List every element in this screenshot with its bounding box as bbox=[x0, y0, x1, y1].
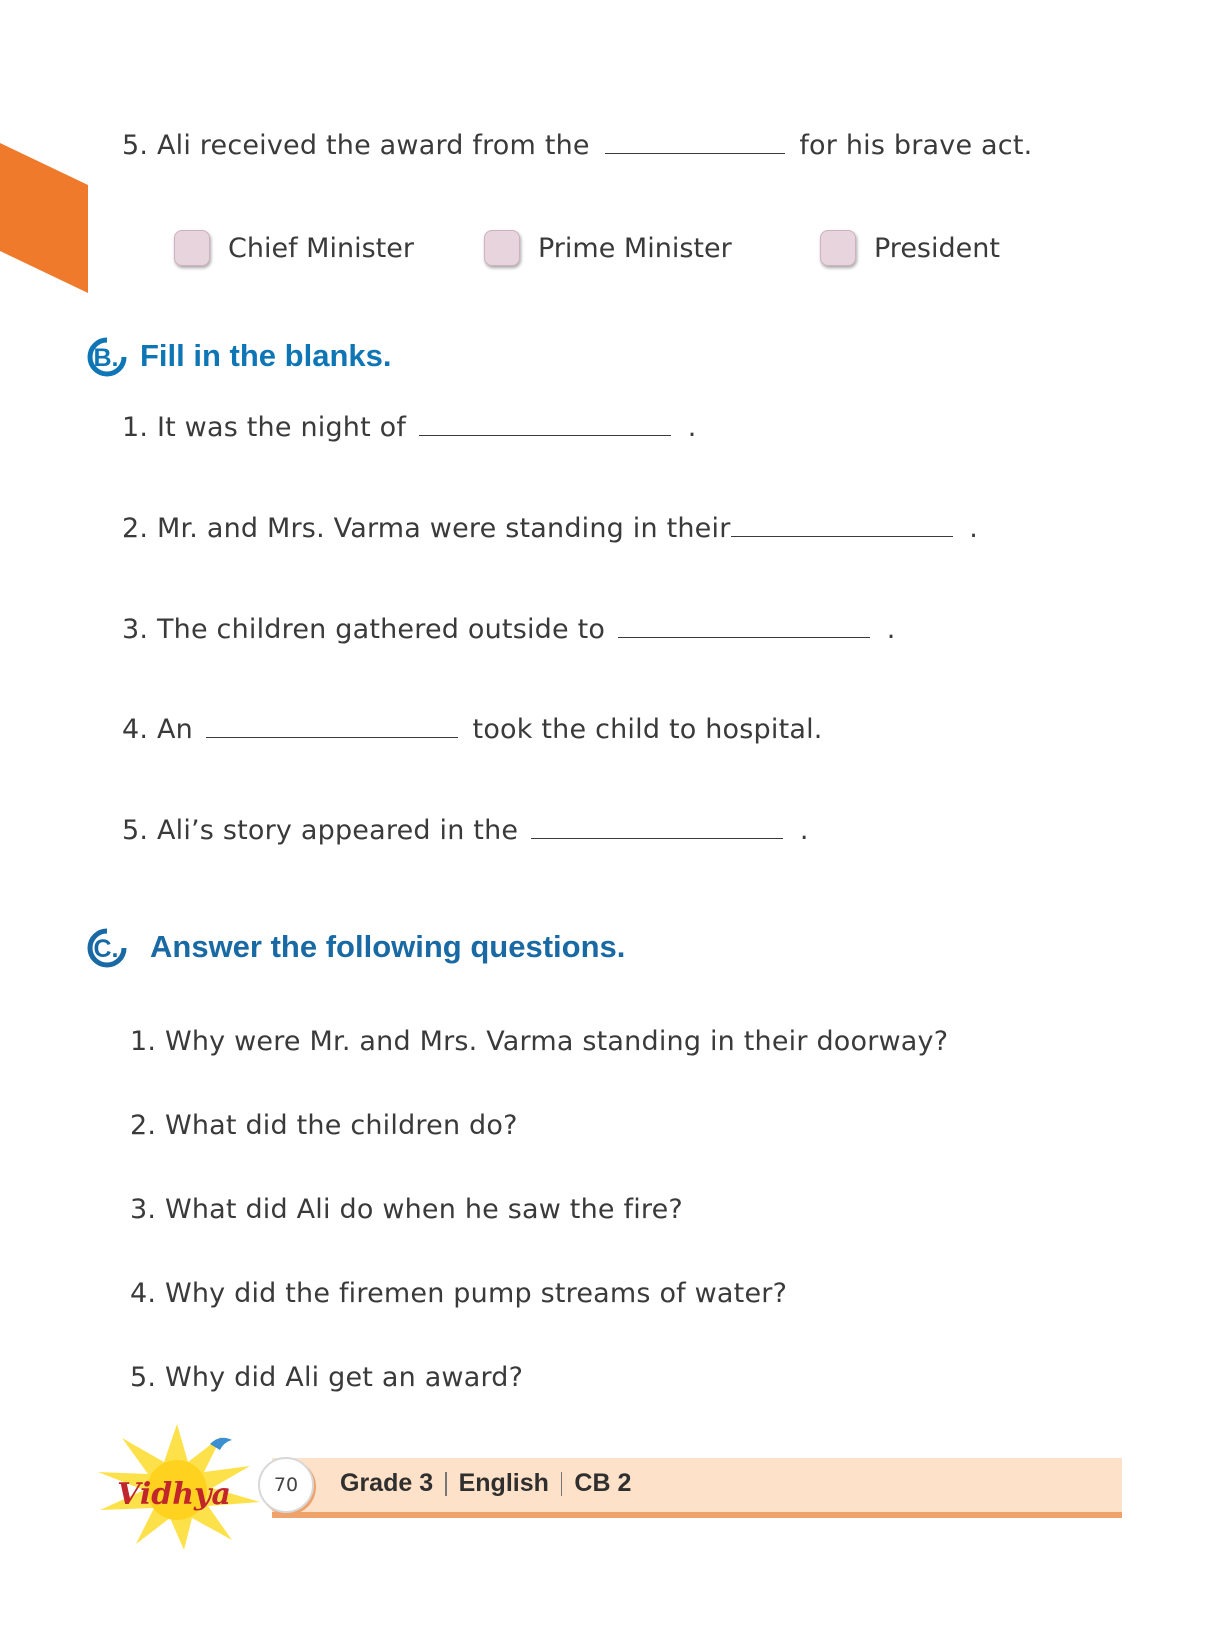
question-4: 4. Why did the firemen pump streams of water? bbox=[130, 1278, 788, 1309]
option-chief-minister[interactable] bbox=[174, 230, 414, 266]
fill-blank-5 bbox=[122, 815, 809, 846]
section-letter-badge-icon bbox=[86, 334, 130, 378]
answer-blank[interactable] bbox=[605, 131, 785, 154]
item-text: 1. It was the night of bbox=[122, 412, 407, 443]
item-text: 3. The children gathered outside to bbox=[122, 614, 606, 645]
divider bbox=[561, 1472, 563, 1496]
section-c-heading bbox=[86, 925, 625, 969]
divider bbox=[445, 1472, 447, 1496]
fill-blank-1 bbox=[122, 412, 697, 443]
option-president[interactable] bbox=[820, 230, 1000, 266]
section-letter-badge-icon bbox=[86, 925, 130, 969]
option-label: Chief Minister bbox=[228, 232, 414, 264]
checkbox-icon[interactable] bbox=[174, 230, 210, 266]
footer-grade: Grade 3 bbox=[340, 1469, 434, 1497]
item-text: . bbox=[799, 815, 809, 846]
item-text: . bbox=[687, 412, 697, 443]
section-title: Answer the following questions. bbox=[150, 929, 626, 964]
orange-corner-tab bbox=[0, 143, 88, 293]
vidhya-logo-icon bbox=[92, 1422, 262, 1552]
fill-blank-2 bbox=[122, 513, 978, 544]
option-label: Prime Minister bbox=[538, 232, 732, 264]
item-text: . bbox=[886, 614, 896, 645]
checkbox-icon[interactable] bbox=[820, 230, 856, 266]
question-1: 1. Why were Mr. and Mrs. Varma standing in their doorway? bbox=[130, 1026, 949, 1057]
question-text: for his brave act. bbox=[799, 130, 1033, 161]
svg-text:Vidhya: Vidhya bbox=[117, 1477, 231, 1512]
footer-subject: English bbox=[458, 1469, 549, 1497]
answer-blank[interactable] bbox=[731, 514, 953, 537]
fill-blank-4 bbox=[122, 714, 823, 745]
question-text: 5. Ali received the award from the bbox=[122, 130, 590, 161]
section-b-heading bbox=[86, 334, 391, 378]
item-text: 5. Ali’s story appeared in the bbox=[122, 815, 519, 846]
mcq-question-5 bbox=[122, 130, 1032, 161]
footer-text bbox=[340, 1469, 631, 1498]
answer-blank[interactable] bbox=[206, 715, 458, 738]
question-3: 3. What did Ali do when he saw the fire? bbox=[130, 1194, 683, 1225]
footer-book: CB 2 bbox=[574, 1469, 632, 1497]
option-prime-minister[interactable] bbox=[484, 230, 732, 266]
fill-blank-3 bbox=[122, 614, 896, 645]
page-number: 70 bbox=[273, 1474, 299, 1496]
svg-text:C.: C. bbox=[93, 935, 119, 963]
checkbox-icon[interactable] bbox=[484, 230, 520, 266]
svg-text:B.: B. bbox=[93, 344, 119, 372]
item-text: took the child to hospital. bbox=[472, 714, 823, 745]
section-title: Fill in the blanks. bbox=[140, 338, 392, 373]
question-5: 5. Why did Ali get an award? bbox=[130, 1362, 524, 1393]
question-2: 2. What did the children do? bbox=[130, 1110, 518, 1141]
item-text: 4. An bbox=[122, 714, 193, 745]
page-number-badge bbox=[258, 1457, 314, 1513]
answer-blank[interactable] bbox=[531, 816, 783, 839]
item-text: 2. Mr. and Mrs. Varma were standing in their bbox=[122, 513, 731, 544]
item-text: . bbox=[969, 513, 979, 544]
answer-blank[interactable] bbox=[618, 615, 870, 638]
answer-blank[interactable] bbox=[419, 413, 671, 436]
option-label: President bbox=[874, 232, 1000, 264]
